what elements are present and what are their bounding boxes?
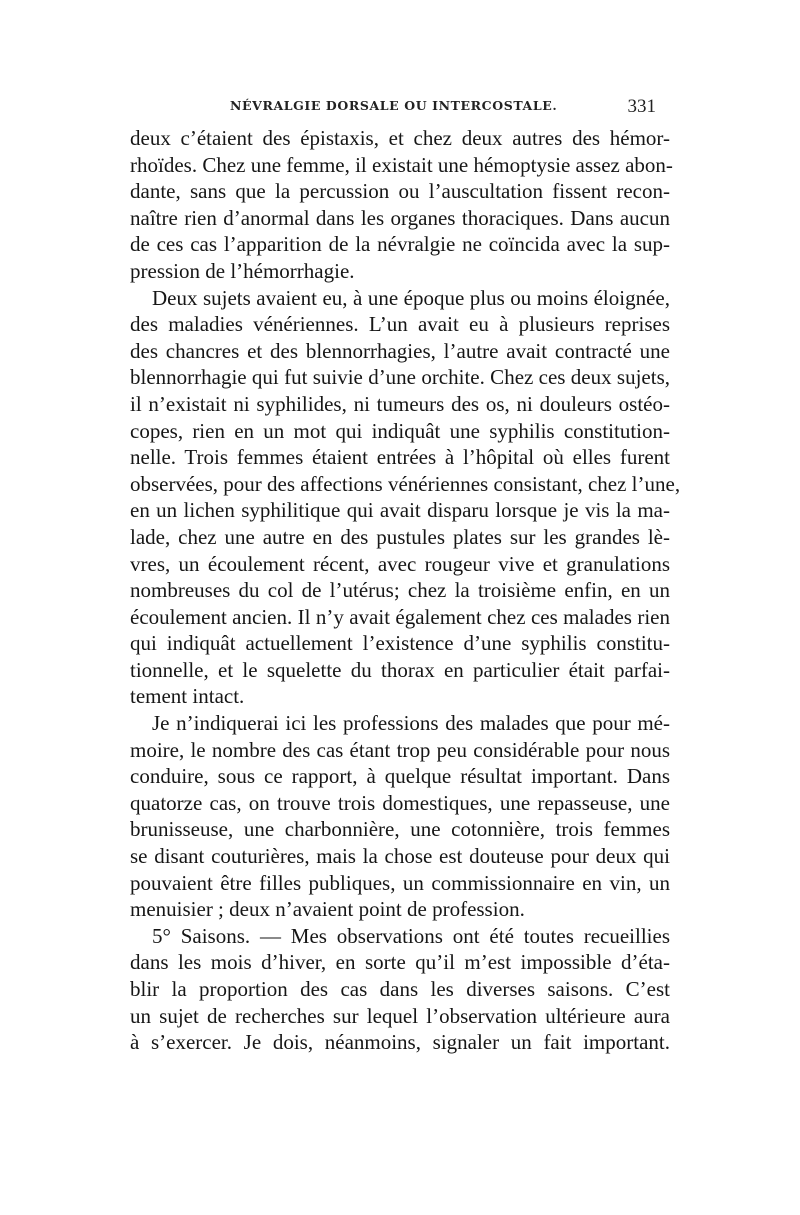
text-line: à s’exercer. Je dois, néanmoins, signaler un fait important. — [130, 1030, 670, 1055]
page-number: 331 — [627, 96, 656, 117]
text-line: en un lichen syphilitique qui avait disparu lorsque je vis la ma- — [130, 498, 670, 523]
text-line: tement intact. — [130, 684, 245, 709]
text-line: de ces cas l’apparition de la névralgie ne coïncida avec la sup- — [130, 232, 670, 257]
text-line: menuisier ; deux n’avaient point de profession. — [130, 897, 525, 922]
text-line: dans les mois d’hiver, en sorte qu’il m’est impossible d’éta- — [130, 950, 670, 975]
text-line: vres, un écoulement récent, avec rougeur vive et granulations — [130, 551, 670, 576]
text-line: lade, chez une autre en des pustules plates sur les grandes lè- — [130, 524, 670, 549]
text-line: pression de l’hémorrhagie. — [130, 258, 355, 283]
text-line: nelle. Trois femmes étaient entrées à l’hôpital où elles furent — [130, 445, 670, 470]
text-line: dante, sans que la percussion ou l’auscultation fissent recon- — [130, 179, 670, 204]
text-line: rhoïdes. Chez une femme, il existait une hémoptysie assez abon- — [130, 152, 673, 177]
text-line: blir la proportion des cas dans les diverses saisons. C’est — [130, 977, 670, 1001]
text-line: des maladies vénériennes. L’un avait eu à plusieurs reprises — [130, 312, 670, 337]
text-line: observées, pour des affections vénériennes consistant, chez l’une, — [130, 471, 681, 496]
text-line: copes, rien en un mot qui indiquât une syphilis constitution- — [130, 418, 670, 443]
text-line: Je n’indiquerai ici les professions des malades que pour mé- — [152, 711, 670, 736]
text-line: naître rien d’anormal dans les organes thoraciques. Dans aucun — [130, 205, 670, 230]
text-line: deux c’étaient des épistaxis, et chez deux autres des hémor- — [130, 126, 670, 150]
text-line: moire, le nombre des cas étant trop peu considérable pour nous — [130, 737, 670, 762]
text-line: écoulement ancien. Il n’y avait également chez ces malades rien — [130, 604, 670, 629]
text-line: 5° Saisons. — Mes observations ont été toutes recueillies — [152, 923, 670, 948]
text-line: se disant couturières, mais la chose est douteuse pour deux qui — [130, 844, 670, 869]
page-header — [130, 96, 658, 122]
text-line: tionnelle, et le squelette du thorax en particulier était parfai- — [130, 657, 670, 682]
text-line: Deux sujets avaient eu, à une époque plus ou moins éloignée, — [152, 285, 670, 310]
body-text — [130, 125, 681, 1056]
text-line: nombreuses du col de l’utérus; chez la troisième enfin, en un — [130, 578, 670, 603]
text-line: qui indiquât actuellement l’existence d’une syphilis constitu- — [130, 631, 670, 656]
text-line: il n’existait ni syphilides, ni tumeurs des os, ni douleurs ostéo- — [130, 391, 670, 416]
text-line: conduire, sous ce rapport, à quelque résultat important. Dans — [130, 764, 670, 789]
text-line: blennorrhagie qui fut suivie d’une orchite. Chez ces deux sujets, — [130, 365, 670, 390]
text-line: brunisseuse, une charbonnière, une cotonnière, trois femmes — [130, 817, 670, 842]
running-title: NÉVRALGIE DORSALE OU INTERCOSTALE. — [230, 98, 558, 113]
text-line: pouvaient être filles publiques, un commissionnaire en vin, un — [130, 870, 670, 895]
text-line: des chancres et des blennorrhagies, l’autre avait contracté une — [130, 338, 670, 363]
text-line: quatorze cas, on trouve trois domestiques, une repasseuse, une — [130, 790, 670, 815]
text-line: un sujet de recherches sur lequel l’observation ultérieure aura — [130, 1003, 670, 1028]
